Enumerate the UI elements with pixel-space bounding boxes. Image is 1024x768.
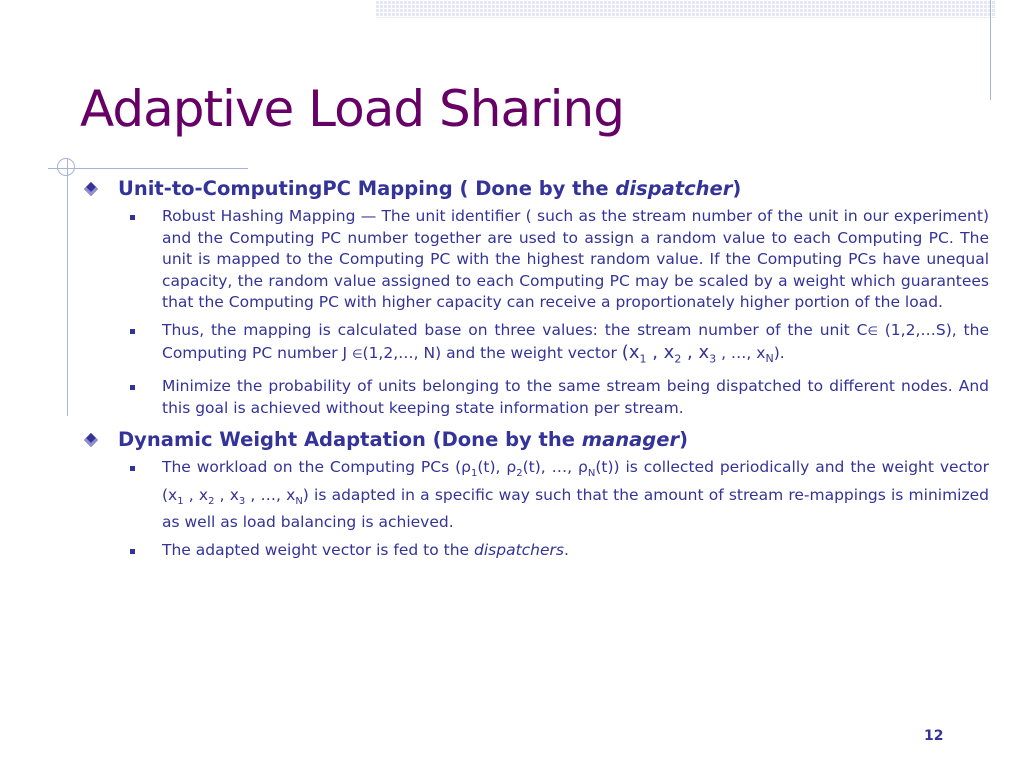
header-grid-decoration [375, 0, 995, 18]
circle-decoration [57, 158, 75, 176]
subbullet-workload: The workload on the Computing PCs ($\rho_1(t)$, $\rho_2(t)$, …, $\rho_N(t)$) is collected periodically and the weight vector ($x_1$ , $x_2$ , $x_3$ , …, $x_N$) is adapted in a specific way such that the amount of stream re-mappings is minimized as well as load balancing is achieved. [84, 457, 989, 534]
subbullet-fed-to-dispatchers: The adapted weight vector is fed to the dispatchers. [84, 540, 989, 562]
square-bullet-icon [130, 329, 135, 334]
subbullet-minimize-probability: Minimize the probability of units belonging to the same stream being dispatched to different nodes. And this goal is achieved without keeping state information per stream. [84, 376, 989, 419]
subbullet-robust-hashing: Robust Hashing Mapping — The unit identifier ( such as the stream number of the unit in our experiment) and the Computing PC number together are used to assign a random value to each Computing PC. The unit is mapped to the Computing PC with the highest random value. If the Computing PCs have unequal capacity, the random value assigned to each Computing PC may be scaled by a weight which guarantees that the Computing PC with higher capacity can receive a proportionately higher portion of the load. [84, 206, 989, 314]
slide-title: Adaptive Load Sharing [80, 80, 624, 138]
title-underline-decoration [48, 168, 248, 169]
square-bullet-icon [130, 549, 135, 554]
bullet-dynamic-weight [84, 427, 989, 453]
square-bullet-icon [130, 215, 135, 220]
square-bullet-icon [130, 466, 135, 471]
slide-body [84, 176, 989, 567]
left-rule-decoration [67, 158, 68, 416]
page-number: 12 [924, 728, 944, 744]
section-heading-mapping: Unit-to-ComputingPC Mapping ( Done by the dispatcher) [118, 177, 742, 200]
top-right-rule-decoration [990, 0, 991, 100]
subbullet-mapping-values: Thus, the mapping is calculated base on three values: the stream number of the unit C∈ (1,2,…S), the Computing PC number J ∈(1,2,…, N) and the weight vector ($x_1$ , $x_2$ , $x_3$ , …, $x_N$). [84, 320, 989, 371]
bullet-unit-mapping [84, 176, 989, 202]
section-heading-adaptation: Dynamic Weight Adaptation (Done by the manager) [118, 428, 689, 452]
square-bullet-icon [130, 385, 135, 390]
diamond-bullet-icon [84, 182, 98, 196]
diamond-bullet-icon [84, 433, 98, 447]
